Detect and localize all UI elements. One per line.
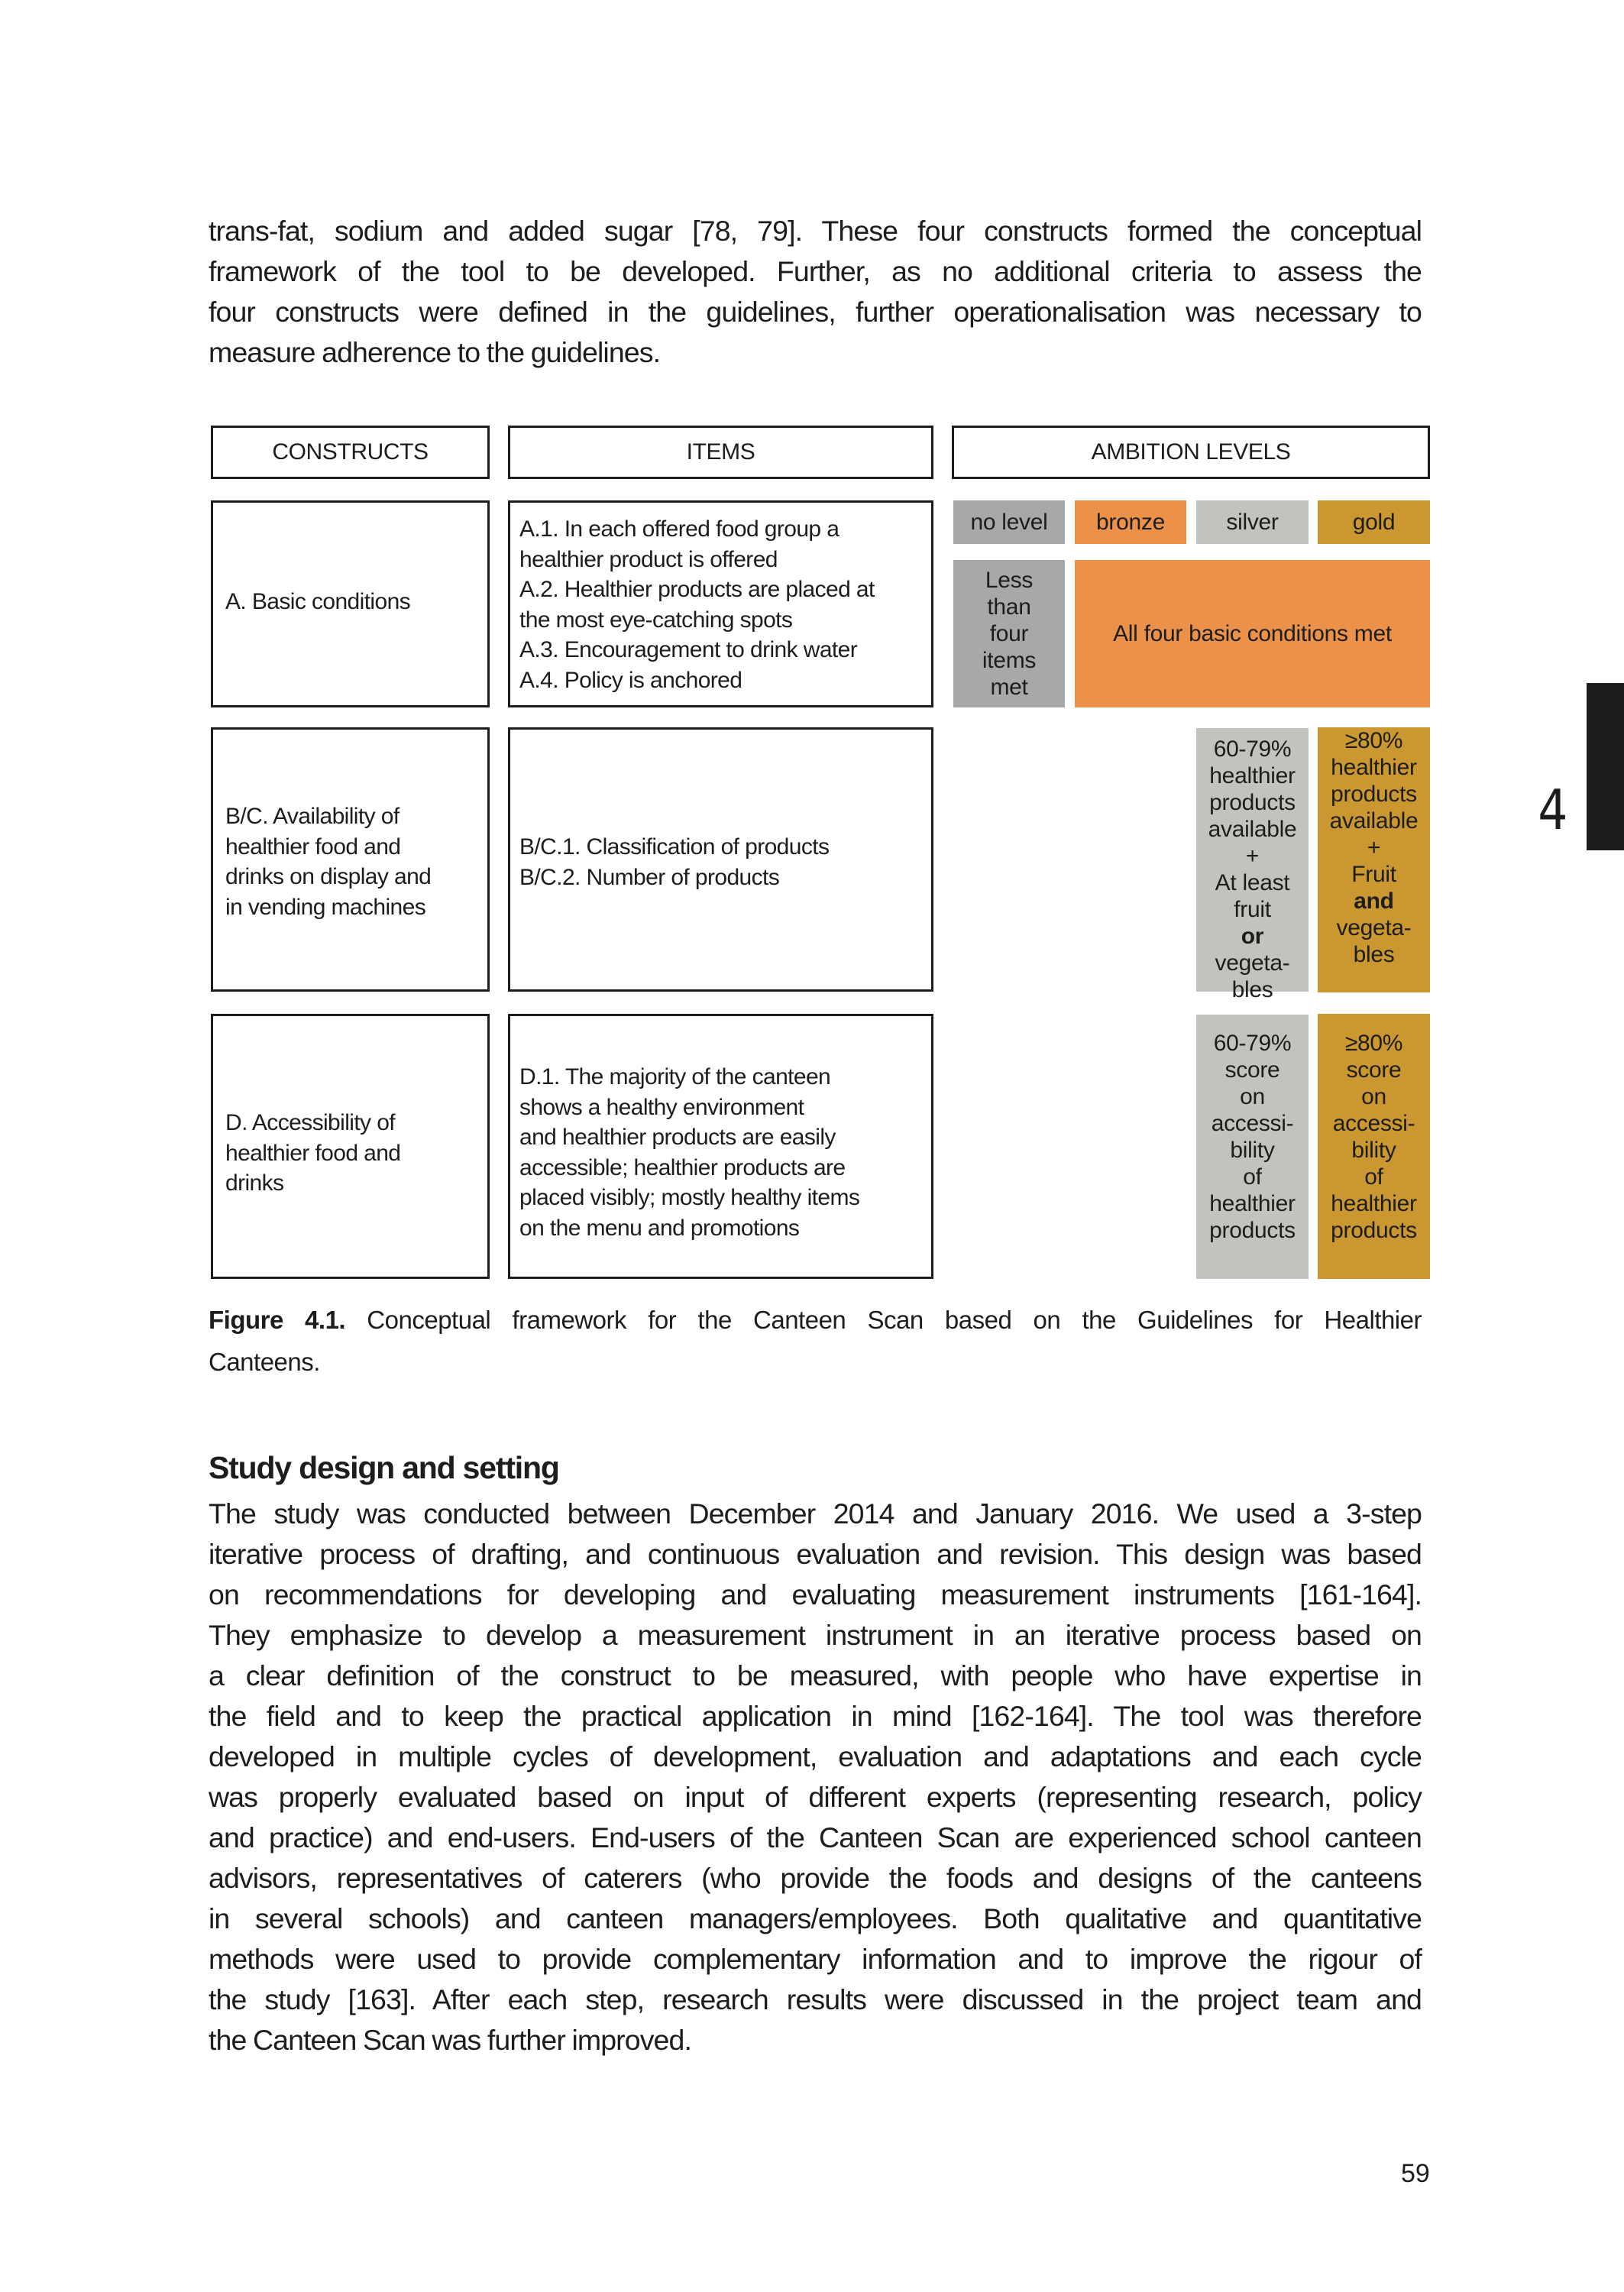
caption-line: [209, 1299, 1422, 1341]
ambition-levels-header: [952, 426, 1430, 479]
body-line: methods were used to provide complementary information and to improve the rigour of: [209, 1943, 1422, 1975]
items-bc-box: [508, 727, 933, 992]
criteria-line: +: [1245, 843, 1260, 869]
caption-text: Conceptual framework for the Canteen Scan based on the Guidelines for Healthier: [345, 1306, 1422, 1334]
level-silver: [1196, 500, 1309, 544]
criteria-line: bles: [1353, 942, 1395, 967]
bc-silver-criteria: [1196, 728, 1309, 1002]
item-d1-cont: on the menu and promotions: [519, 1215, 800, 1241]
items-a-list: [519, 514, 924, 695]
construct-bc-label: [225, 801, 480, 922]
item-d1-cont: placed visibly; mostly healthy items: [519, 1185, 860, 1210]
criteria-line: +: [1367, 835, 1381, 860]
level-bronze: [1075, 500, 1186, 544]
a-no-level-criteria: [953, 560, 1065, 707]
intro-line: measure adherence to the guidelines.: [209, 336, 661, 368]
constructs-header-label: CONSTRUCTS: [272, 439, 429, 465]
criteria-line: Less: [985, 568, 1034, 593]
item-bc1: B/C.1. Classification of products: [519, 834, 830, 860]
intro-line: four constructs were defined in the guidelines, further operationalisation was necessary to: [209, 296, 1422, 328]
section-body: [209, 1494, 1422, 2061]
criteria-line: on: [1361, 1084, 1386, 1109]
criteria-line: ≥80%: [1344, 1031, 1403, 1056]
criteria-line: 60-79%: [1213, 736, 1292, 762]
body-line: the study [163]. After each step, research results were discussed in the project team and: [209, 1983, 1422, 2015]
criteria-line: available: [1329, 808, 1419, 834]
criteria-line: items: [982, 648, 1037, 673]
item-a4: A.4. Policy is anchored: [519, 667, 742, 693]
criteria-line: [1351, 861, 1396, 915]
criteria-line: products: [1209, 790, 1296, 815]
chapter-tab-bar: [1587, 683, 1624, 850]
criteria-emphasis: or: [1241, 924, 1264, 949]
item-d1-cont: and healthier products are easily: [519, 1125, 836, 1150]
criteria-line: of: [1364, 1164, 1383, 1190]
body-line: They emphasize to develop a measurement instrument in an iterative process based on: [209, 1619, 1422, 1651]
level-gold-label: gold: [1352, 510, 1396, 535]
level-gold: [1318, 500, 1430, 544]
item-a1: A.1. In each offered food group a: [519, 516, 839, 542]
criteria-line: ≥80%: [1344, 728, 1403, 753]
items-header-label: ITEMS: [686, 439, 755, 465]
ambition-levels-header-label: AMBITION LEVELS: [1091, 439, 1291, 465]
criteria-emphasis: and: [1354, 889, 1394, 914]
item-a1-cont: healthier product is offered: [519, 546, 778, 572]
criteria-line: score: [1346, 1057, 1402, 1083]
criteria-line: products: [1331, 1218, 1417, 1243]
d-silver-criteria: [1196, 1015, 1309, 1279]
items-bc-list: [519, 832, 924, 892]
criteria-line: At least: [1215, 870, 1290, 895]
body-line: a clear definition of the construct to be measured, with people who have expertise in: [209, 1659, 1422, 1691]
constructs-header: [211, 426, 490, 479]
criteria-line: bility: [1230, 1138, 1275, 1163]
bc-gold-criteria: [1318, 727, 1430, 992]
criteria-line: products: [1331, 782, 1417, 807]
d-gold-criteria: [1318, 1014, 1430, 1279]
criteria-line: met: [990, 675, 1028, 700]
intro-paragraph: [209, 211, 1422, 373]
chapter-number: 4: [1538, 778, 1568, 842]
construct-bc-box: [211, 727, 490, 992]
construct-line: healthier food and: [225, 1140, 401, 1166]
body-line: iterative process of drafting, and continuous evaluation and revision. This design was based: [209, 1538, 1422, 1570]
criteria-text: Fruit: [1351, 862, 1396, 887]
a-bronze-to-gold-criteria: [1075, 560, 1430, 707]
criteria-text: All four basic conditions met: [1113, 621, 1392, 646]
construct-a-label: A. Basic conditions: [225, 589, 411, 614]
criteria-line: vegeta-: [1336, 915, 1412, 940]
criteria-line: than: [987, 594, 1031, 620]
criteria-line: healthier: [1209, 763, 1296, 788]
body-line: advisors, representatives of caterers (who provide the foods and designs of the canteens: [209, 1862, 1422, 1894]
construct-line: healthier food and: [225, 834, 401, 860]
criteria-line: healthier: [1331, 755, 1417, 780]
criteria-line: vegeta-: [1215, 950, 1290, 976]
item-d1-cont: accessible; healthier products are: [519, 1154, 846, 1180]
items-d-list: [519, 1062, 924, 1243]
item-d1: D.1. The majority of the canteen: [519, 1064, 831, 1089]
item-a2-cont: the most eye-catching spots: [519, 607, 793, 633]
criteria-line: bility: [1351, 1138, 1396, 1163]
criteria-line: on: [1240, 1084, 1265, 1109]
criteria-line: bles: [1231, 977, 1273, 1002]
items-header: [508, 426, 933, 479]
criteria-line: healthier: [1209, 1191, 1296, 1216]
construct-line: B/C. Availability of: [225, 804, 400, 829]
page-number: 59: [1401, 2159, 1430, 2188]
construct-line: drinks on display and: [225, 864, 432, 889]
caption-label: Figure 4.1.: [209, 1306, 346, 1334]
level-silver-label: silver: [1226, 510, 1279, 535]
criteria-text: fruit: [1234, 897, 1271, 922]
item-bc2: B/C.2. Number of products: [519, 864, 780, 890]
criteria-line: healthier: [1331, 1191, 1417, 1216]
items-a-box: [508, 500, 933, 707]
criteria-line: available: [1208, 817, 1297, 842]
construct-d-label: [225, 1108, 480, 1199]
criteria-line: [1234, 896, 1271, 950]
item-d1-cont: shows a healthy environment: [519, 1094, 804, 1120]
criteria-line: products: [1209, 1218, 1296, 1243]
section-heading: Study design and setting: [209, 1450, 559, 1485]
construct-a-box: [211, 500, 490, 707]
construct-line: drinks: [225, 1170, 284, 1196]
item-a3: A.3. Encouragement to drink water: [519, 637, 858, 662]
body-line: the Canteen Scan was further improved.: [209, 2024, 691, 2056]
construct-d-box: [211, 1014, 490, 1279]
item-a2: A.2. Healthier products are placed at: [519, 577, 875, 602]
body-line: in several schools) and canteen managers/employees. Both qualitative and quantitative: [209, 1902, 1422, 1934]
caption-line: Canteens.: [209, 1348, 320, 1376]
construct-line: D. Accessibility of: [225, 1110, 396, 1135]
criteria-line: accessi-: [1211, 1111, 1294, 1136]
body-line: was properly evaluated based on input of different experts (representing research, policy: [209, 1781, 1422, 1813]
body-line: the field and to keep the practical application in mind [162-164]. The tool was therefore: [209, 1700, 1422, 1732]
construct-line: in vending machines: [225, 894, 426, 920]
items-d-box: [508, 1014, 933, 1279]
level-no-level: [953, 500, 1065, 544]
criteria-line: 60-79%: [1213, 1031, 1292, 1056]
level-bronze-label: bronze: [1096, 510, 1165, 535]
body-line: and practice) and end-users. End-users of the Canteen Scan are experienced school canteen: [209, 1821, 1422, 1853]
level-no-level-label: no level: [970, 510, 1048, 535]
criteria-line: score: [1224, 1057, 1280, 1083]
body-line: on recommendations for developing and evaluating measurement instruments [161-164].: [209, 1578, 1422, 1611]
figure-caption: [209, 1299, 1422, 1383]
criteria-line: four: [989, 621, 1029, 646]
body-line: developed in multiple cycles of development, evaluation and adaptations and each cycle: [209, 1740, 1422, 1772]
criteria-line: of: [1243, 1164, 1262, 1190]
criteria-line: accessi-: [1332, 1111, 1415, 1136]
intro-line: trans-fat, sodium and added sugar [78, 79]. These four constructs formed the conceptual: [209, 215, 1422, 247]
intro-line: framework of the tool to be developed. Further, as no additional criteria to assess the: [209, 255, 1422, 287]
body-line: The study was conducted between December 2014 and January 2016. We used a 3-step: [209, 1497, 1422, 1530]
